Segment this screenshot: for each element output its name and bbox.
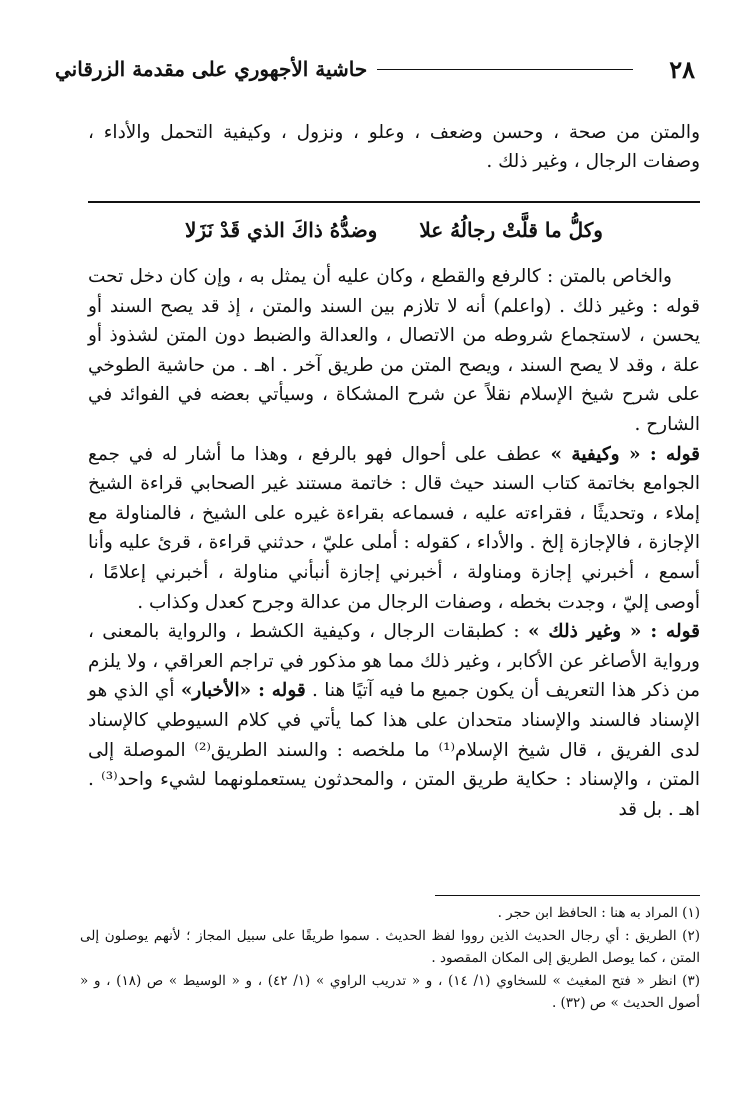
paragraph-2	[88, 440, 700, 618]
footnote-3: (٣) انظر « فتح المغيث » للسخاوي (١/ ١٤) ، و « تدريب الراوي » (١/ ٤٢) ، و « الوسيط » ص (١٨) ، و « أصول الحديث » ص (٣٢) .	[80, 972, 700, 1011]
commentary-block	[88, 262, 700, 824]
paragraph-3-text-2: أي الذي هو الإسناد فالسند والإسناد متحدان على هذا كما يأتي في كلام السيوطي كالإسناد لدى الفريق ، قال شيخ الإسلام⁽¹⁾ ما ملخصه : والسند الطريق⁽²⁾ الموصلة إلى المتن ، والإسناد : حكاية طريق المتن ، والمحدثون يستعملونهما لشيء واحد⁽³⁾ . اهـ . بل قد	[88, 680, 700, 820]
intro-text	[88, 118, 700, 176]
verse-first-hemistich: وكلُّ ما قلَّتْ رجالُهُ علا	[419, 218, 603, 242]
paragraph-1: والخاص بالمتن : كالرفع والقطع ، وكان عليه أن يمثل به ، وإن كان دخل تحت قوله : وغير ذلك . (واعلم) أنه لا تلازم بين السند والمتن ، إذ قد يصح السند أو يحسن ، لاستجماع شروطه من الاتصال ، والعدالة والضبط دون المتن لشذوذ أو علة ، وقد لا يصح السند ، ويصح المتن من طريق آخر . اهـ . من حاشية الطوخي على شرح شيخ الإسلام نقلاً عن شرح المشكاة ، وسيأتي بعضه في الفوائد في الشارح .	[88, 266, 700, 435]
verse-second-hemistich: وضدُّهُ ذاكَ الذي قَدْ نَزَلا	[185, 218, 378, 242]
paragraph-3-text-1: : كطبقات الرجال ، وكيفية الكشط ، والرواية بالمعنى ، ورواية الأصاغر عن الأكابر ، وغير ذلك مما هو مذكور في تراجم العراقي ، ولا يلزم من ذكر هذا التعريف أن يكون جميع ما فيه آتيًا هنا .	[88, 621, 701, 702]
footnotes	[80, 902, 700, 1015]
footnote-rule	[435, 895, 700, 896]
section-divider	[88, 201, 700, 203]
verse-line	[88, 218, 700, 258]
page-number: ٢٨	[669, 54, 695, 84]
paragraph-2-text: عطف على أحوال فهو بالرفع ، وهذا ما أشار له في جمع الجوامع بخاتمة كتاب السند حيث قال : خاتمة مستند غير الصحابي قراءة الشيخ إملاء ، وتحديثًا ، فقراءته عليه ، فسماعه بقراءة غيره على الشيخ ، فالمناولة مع الإجازة ، فالإجازة إلخ . والأداء ، كقوله : أملى عليّ ، حدثني قراءة ، قرئ عليه وأنا أسمع ، أخبرني إجازة ومناولة ، أخبرني إجازة أنبأني مناولة ، أخبرني إعلامًا ، أوصى إليّ ، وجدت بخطه ، وصفات الرجال من عدالة وجرح كعدل وكذاب .	[88, 443, 700, 613]
footnote-1: (١) المراد به هنا : الحافظ ابن حجر .	[497, 905, 700, 921]
paragraph-3-label-1: قوله : « وغير ذلك »	[527, 621, 700, 643]
paragraph-3	[88, 617, 700, 824]
footnote-2: (٢) الطريق : أي رجال الحديث الذين رووا لفظ الحديث . سموا طريقًا على سبيل المجاز ؛ لأنهم يوصلون إلى المتن ، كما يوصل الطريق إلى المكان المقصود .	[80, 927, 700, 966]
intro-paragraph: والمتن من صحة ، وحسن وضعف ، وعلو ، ونزول ، وكيفية التحمل والأداء ، وصفات الرجال ، وغير ذلك .	[88, 122, 700, 172]
page-header	[55, 52, 695, 86]
running-title: حاشية الأجهوري على مقدمة الزرقاني	[55, 57, 368, 81]
paragraph-3-label-2: قوله : «الأخبار»	[180, 680, 306, 702]
paragraph-2-label: قوله : « وكيفية »	[550, 443, 701, 465]
header-rule	[377, 69, 633, 70]
